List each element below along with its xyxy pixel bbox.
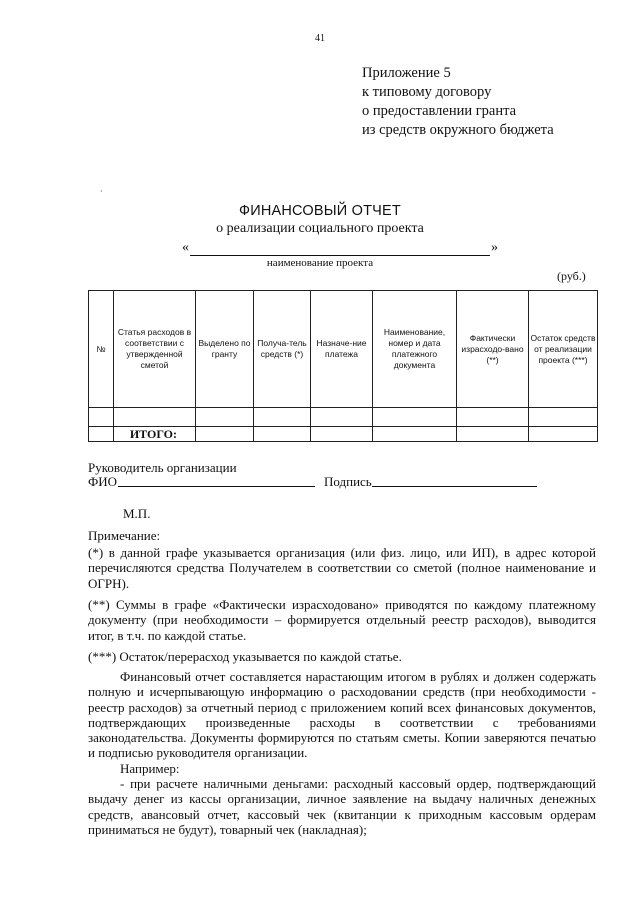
appendix-header — [362, 64, 554, 140]
note-paragraph: (**) Суммы в графе «Фактически израсходовано» приводятся по каждому платежному документу (при необходимости – формируется отдельный реестр расходов), выводится итог, в т.ч. по каждой статье. — [88, 597, 596, 643]
table-cell — [529, 408, 598, 427]
example-label: Например: — [120, 761, 180, 776]
table-cell — [196, 408, 254, 427]
col-header-payment-document: Наименование, номер и дата платежного документа — [373, 291, 457, 408]
table-cell — [89, 427, 114, 442]
sign-underline — [372, 486, 537, 487]
col-header-allocated: Выделено по гранту — [196, 291, 254, 408]
appendix-line: о предоставлении гранта — [362, 103, 517, 119]
col-header-recipient: Получа-тель средств (*) — [254, 291, 311, 408]
table-cell — [196, 427, 254, 442]
table-cell — [114, 408, 196, 427]
table-cell — [457, 408, 529, 427]
scan-dot: · — [100, 187, 103, 196]
table-cell — [529, 427, 598, 442]
report-subtitle: о реализации социального проекта — [216, 221, 424, 236]
table-cell — [311, 427, 373, 442]
quote-open: « — [182, 240, 189, 255]
project-name-caption: наименование проекта — [266, 257, 374, 269]
col-header-remaining: Остаток средств от реализации проекта (***) — [529, 291, 598, 408]
table-cell — [457, 427, 529, 442]
financial-report-table — [88, 290, 598, 442]
table-header-row — [89, 291, 598, 408]
total-label: ИТОГО: — [114, 427, 196, 442]
table-cell — [311, 408, 373, 427]
currency-label: (руб.) — [557, 269, 586, 283]
example-paragraph: - при расчете наличными деньгами: расходный кассовый ордер, подтверждающий выдачу денег из кассы организации, личное заявление на выдачу наличных денежных средств, авансовый отчет, кассовый чек (квитанции к приходным кассовым ордерам приниматься не будут), товарный чек (накладная); — [88, 776, 596, 837]
table-row — [89, 408, 598, 427]
table-cell — [373, 427, 457, 442]
body-paragraph: Финансовый отчет составляется нарастающим итогом в рублях и должен содержать полную и исчерпывающую информацию о расходовании средств (при необходимости - реестр расходов) за отчетный период с приложением копий всех финансовых документов, подтверждающих произведенные расходы в соответствии с требованиями законодательства. Документы формируются по статьям сметы. Копии заверяются печатью и подписью руководителя организации. — [88, 669, 596, 761]
appendix-line: из средств окружного бюджета — [362, 122, 554, 138]
stamp-place-label: М.П. — [123, 506, 151, 521]
appendix-line: к типовому договору — [362, 84, 492, 100]
project-name-underline — [190, 255, 490, 256]
col-header-spent: Фактически израсходо-вано (**) — [457, 291, 529, 408]
table-cell — [254, 427, 311, 442]
fio-label: ФИО — [88, 474, 118, 489]
appendix-line: Приложение 5 — [362, 65, 451, 81]
note-paragraph: (***) Остаток/перерасход указывается по каждой статье. — [88, 649, 402, 664]
notes-heading: Примечание: — [88, 528, 161, 543]
quote-close: » — [491, 240, 498, 255]
col-header-expense-item: Статья расходов в соответствии с утвержденной сметой — [114, 291, 196, 408]
page-number: 41 — [315, 33, 325, 44]
table-cell — [373, 408, 457, 427]
sign-label: Подпись — [324, 474, 372, 489]
table-cell — [89, 408, 114, 427]
head-of-organization-label: Руководитель организации — [88, 460, 237, 475]
col-header-purpose: Назначе-ние платежа — [311, 291, 373, 408]
col-header-number: № — [89, 291, 114, 408]
table-total-row — [89, 427, 598, 442]
note-paragraph: (*) в данной графе указывается организация (или физ. лицо, или ИП), в адрес которой перечисляются средства Получателем в соответствии со сметой (полное наименование и ОГРН). — [88, 545, 596, 591]
fio-underline — [118, 486, 315, 487]
report-title: ФИНАНСОВЫЙ ОТЧЕТ — [239, 203, 401, 219]
table-cell — [254, 408, 311, 427]
